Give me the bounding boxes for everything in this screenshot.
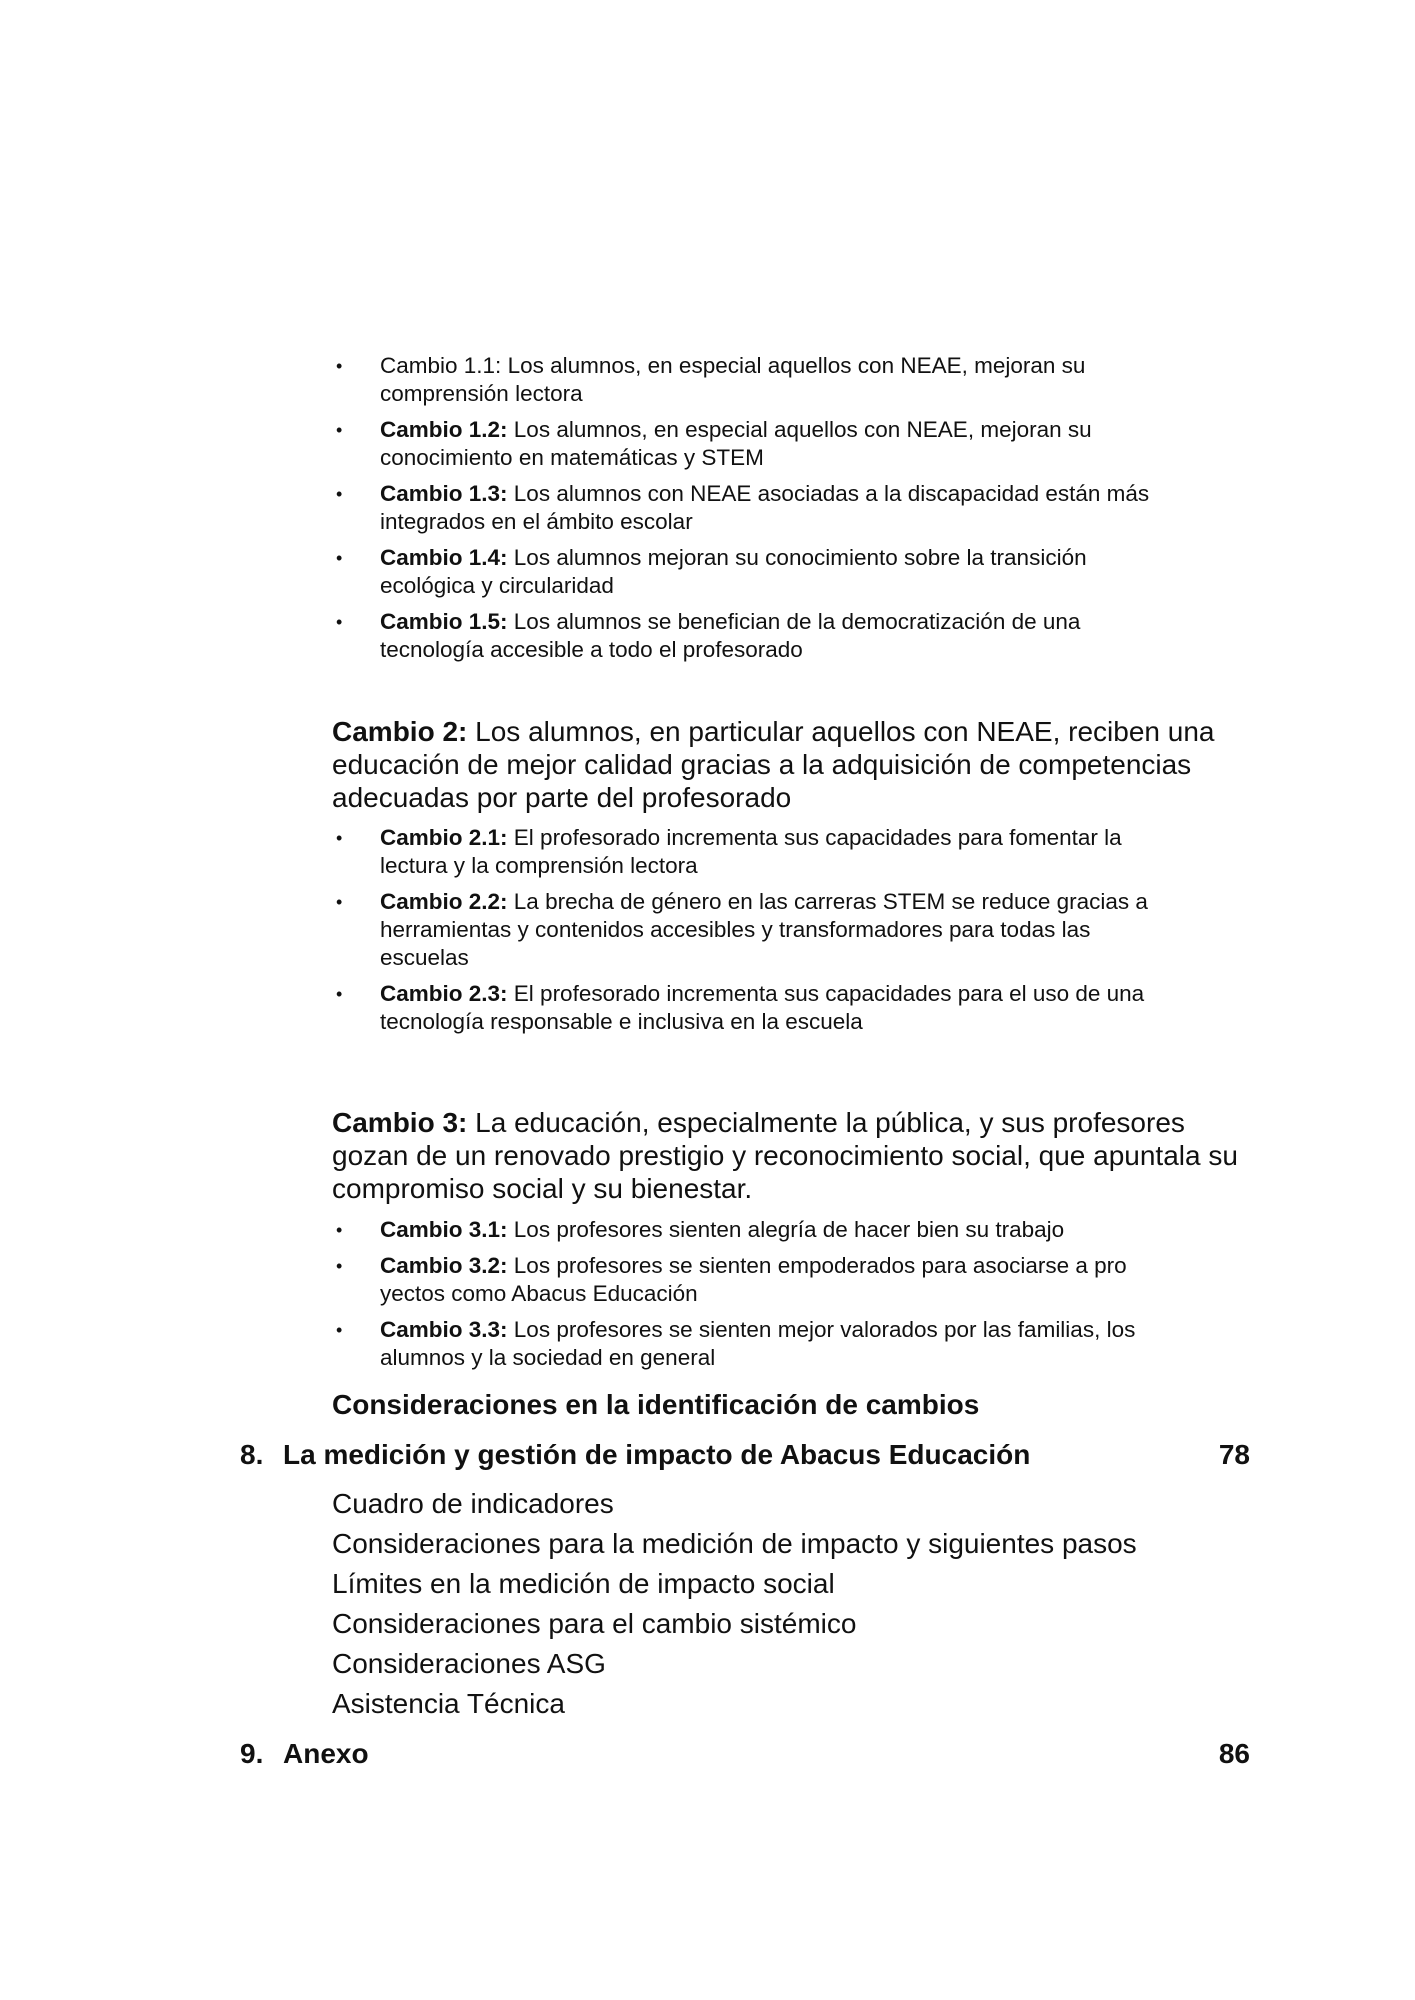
item-label: Cambio 2.3: [380,981,508,1006]
list-item [0,480,1415,536]
cambio2-list [0,824,1415,1036]
toc-entry: Cuadro de indicadores [332,1488,614,1519]
section-title: Anexo [283,1738,369,1769]
toc-entry: Asistencia Técnica [332,1688,565,1719]
item-label: Cambio 1.5: [380,609,508,634]
toc-entry: Consideraciones para el cambio sistémico [332,1608,857,1639]
bullet-icon: • [336,612,343,632]
section-title: La medición y gestión de impacto de Abacus Educación [283,1439,1031,1470]
cambio2-heading [332,715,1252,814]
bullet-icon: • [336,1320,343,1340]
item-label: Cambio 1.2: [380,417,508,442]
item-label: Cambio 2.1: [380,825,508,850]
item-label: Cambio 2.2: [380,889,508,914]
item-text: El profesorado incrementa sus capacidades para el uso de una tecnología responsable e inclusiva en la escuela [380,981,1145,1034]
section-number: 8. [240,1439,264,1470]
list-item [0,980,1415,1036]
bullet-icon: • [336,356,343,376]
item-text: Los profesores se sienten empoderados para asociarse a pro yectos como Abacus Educación [380,1253,1127,1306]
item-text: Los alumnos con NEAE asociadas a la discapacidad están más integrados en el ámbito escolar [380,481,1150,534]
item-text: La brecha de género en las carreras STEM se reduce gracias a herramientas y contenidos accesibles y transformadores para todas las escuelas [380,889,1148,970]
toc-entry-consideraciones-cambios: Consideraciones en la identificación de cambios [332,1389,980,1420]
list-item [0,544,1415,600]
list-item [0,1316,1415,1372]
list-item [0,1252,1415,1308]
list-item [0,352,1415,408]
list-item [0,888,1415,972]
toc-entry: Límites en la medición de impacto social [332,1568,835,1599]
item-label: Cambio 3.1: [380,1217,508,1242]
list-item [0,1216,1415,1244]
page-number: 78 [1218,1439,1250,1470]
toc-section-8 [240,1437,1250,1473]
item-label: Cambio 1.4: [380,545,508,570]
toc-entry: Consideraciones para la medición de impacto y siguientes pasos [332,1528,1137,1559]
item-label: Cambio 1.3: [380,481,508,506]
heading-label: Cambio 3: [332,1107,468,1138]
bullet-icon: • [336,484,343,504]
toc-entry: Consideraciones ASG [332,1648,606,1679]
bullet-icon: • [336,984,343,1004]
item-text: Los profesores se sienten mejor valorados por las familias, los alumnos y la sociedad en general [380,1317,1136,1370]
bullet-icon: • [336,1256,343,1276]
bullet-icon: • [336,892,343,912]
heading-text: La educación, especialmente la pública, y sus profesores gozan de un renovado prestigio y reconocimiento social, que apuntala su compromiso social y su bienestar. [332,1107,1238,1204]
page-number: 86 [1218,1738,1250,1769]
list-item [0,608,1415,664]
bullet-icon: • [336,548,343,568]
bullet-icon: • [336,828,343,848]
item-label: Cambio 3.3: [380,1317,508,1342]
toc-section-9 [240,1736,1250,1772]
cambio1-list [0,352,1415,664]
item-text: Los profesores sienten alegría de hacer bien su trabajo [513,1217,1065,1242]
list-item [0,824,1415,880]
bullet-icon: • [336,420,343,440]
cambio3-heading [332,1106,1252,1205]
item-label: Cambio 1.1: [380,353,502,378]
item-text: El profesorado incrementa sus capacidades para fomentar la lectura y la comprensión lectora [380,825,1122,878]
item-text: Los alumnos, en especial aquellos con NEAE, mejoran su conocimiento en matemáticas y STEM [380,417,1092,470]
section-number: 9. [240,1738,264,1769]
heading-text: Los alumnos, en particular aquellos con NEAE, reciben una educación de mejor calidad gracias a la adquisición de competencias adecuadas por parte del profesorado [332,716,1215,813]
bullet-icon: • [336,1220,343,1240]
list-item [0,416,1415,472]
heading-label: Cambio 2: [332,716,468,747]
item-text: Los alumnos se benefician de la democratización de una tecnología accesible a todo el profesorado [380,609,1081,662]
item-text: Los alumnos, en especial aquellos con NEAE, mejoran su comprensión lectora [380,353,1086,406]
item-text: Los alumnos mejoran su conocimiento sobre la transición ecológica y circularidad [380,545,1087,598]
item-label: Cambio 3.2: [380,1253,508,1278]
cambio3-list [0,1216,1415,1372]
